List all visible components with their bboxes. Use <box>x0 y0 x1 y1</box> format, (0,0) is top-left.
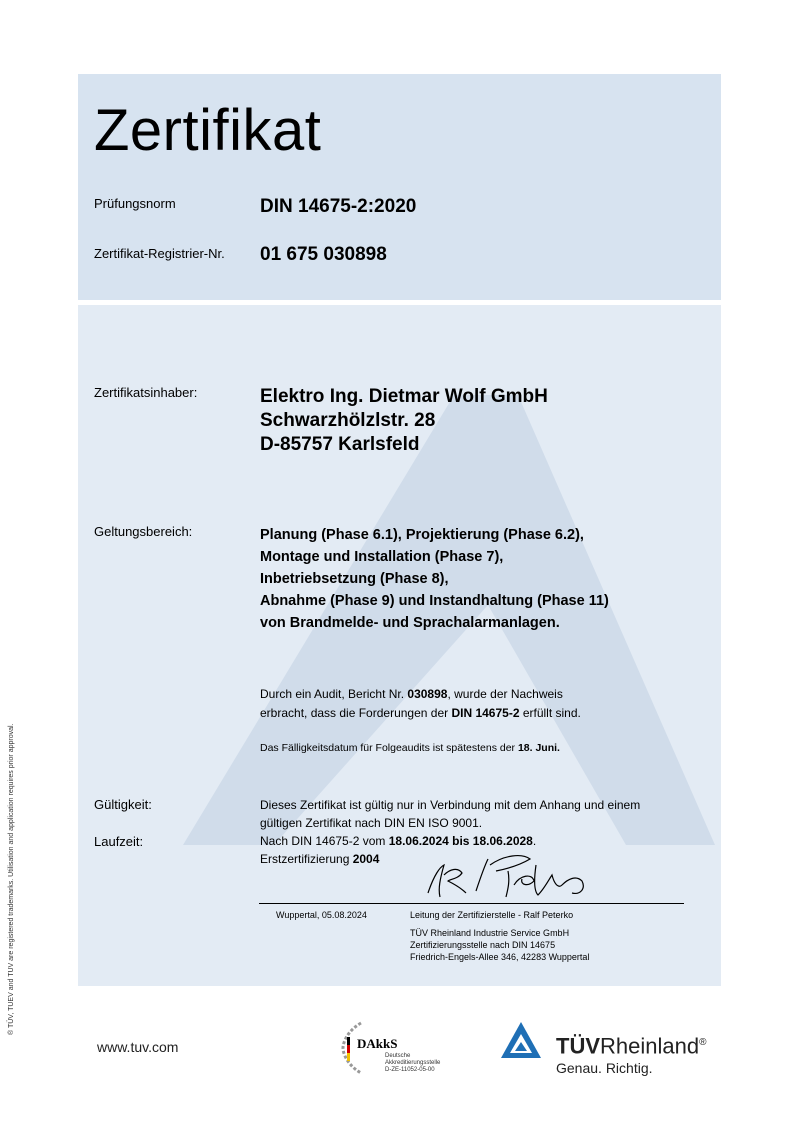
trademark-note: ® TÜV, TUEV and TUV are registered trademarks. Utilisation and application requires prior approval. <box>8 723 15 1035</box>
page-title: Zertifikat <box>94 98 322 163</box>
tuv-triangle-icon <box>500 1020 542 1060</box>
scope-line: Abnahme (Phase 9) und Instandhaltung (Phase 11) <box>260 593 609 609</box>
holder-name: Elektro Ing. Dietmar Wolf GmbH <box>260 386 548 407</box>
tuv-slogan: Genau. Richtig. <box>556 1060 653 1076</box>
scope-line: Montage und Installation (Phase 7), <box>260 549 504 565</box>
scope-line: von Brandmelde- und Sprachalarmanlagen. <box>260 615 560 631</box>
org-address: Friedrich-Engels-Allee 346, 42283 Wuppertal <box>410 952 590 962</box>
due-date-note: Das Fälligkeitsdatum für Folgeaudits ist spätestens der 18. Juni. <box>260 742 560 754</box>
dakks-details: Deutsche Akkreditierungsstelle D-ZE-11052-05-00 <box>385 1053 441 1073</box>
validity-label: Gültigkeit: <box>94 797 152 812</box>
audit-line-1: Durch ein Audit, Bericht Nr. 030898, wurde der Nachweis <box>260 687 563 701</box>
validity-line-1: Dieses Zertifikat ist gültig nur in Verbindung mit dem Anhang und einem <box>260 798 641 812</box>
signature-line <box>259 903 684 904</box>
holder-label: Zertifikatsinhaber: <box>94 385 198 400</box>
audit-line-2: erbracht, dass die Forderungen der DIN 14675-2 erfüllt sind. <box>260 706 581 720</box>
first-certification: Erstzertifizierung 2004 <box>260 852 380 866</box>
scope-text <box>260 524 609 634</box>
term-label: Laufzeit: <box>94 834 144 849</box>
signature <box>410 845 610 905</box>
holder-city: D-85757 Karlsfeld <box>260 434 420 455</box>
holder-street: Schwarzhölzlstr. 28 <box>260 410 436 431</box>
signatory-role: Leitung der Zertifizierstelle - Ralf Peterko <box>410 910 574 920</box>
website-link[interactable]: www.tuv.com <box>97 1039 179 1055</box>
dakks-name: DAkkS <box>357 1036 398 1051</box>
org-function: Zertifizierungsstelle nach DIN 14675 <box>410 940 556 950</box>
org-name: TÜV Rheinland Industrie Service GmbH <box>410 928 570 938</box>
registration-value: 01 675 030898 <box>260 244 387 265</box>
scope-label: Geltungsbereich: <box>94 524 193 539</box>
norm-label: Prüfungsnorm <box>94 196 176 211</box>
tuv-wordmark: TÜVRheinland® <box>556 1033 707 1059</box>
norm-value: DIN 14675-2:2020 <box>260 196 417 217</box>
scope-line: Planung (Phase 6.1), Projektierung (Phase 6.2), <box>260 527 584 543</box>
scope-line: Inbetriebsetzung (Phase 8), <box>260 571 449 587</box>
place-date: Wuppertal, 05.08.2024 <box>276 910 367 920</box>
validity-line-2: gültigen Zertifikat nach DIN EN ISO 9001. <box>260 816 483 830</box>
term-line: Nach DIN 14675-2 vom 18.06.2024 bis 18.06.2028. <box>260 834 537 848</box>
registration-label: Zertifikat-Registrier-Nr. <box>94 246 225 261</box>
